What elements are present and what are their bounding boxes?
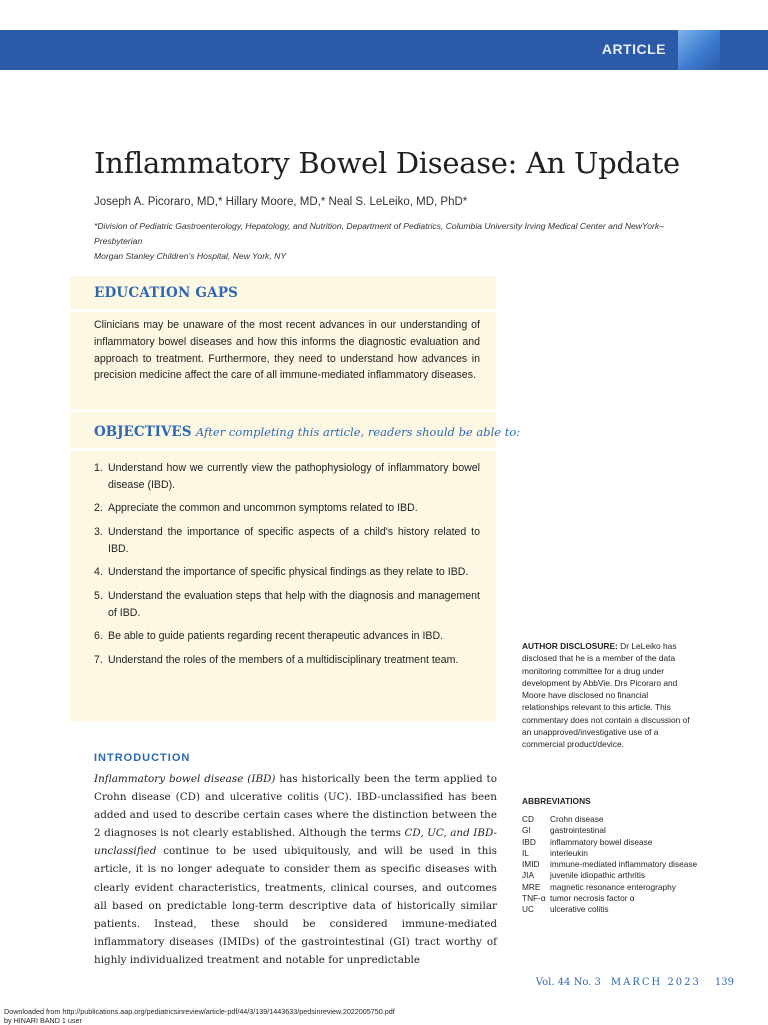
affiliation-line: Morgan Stanley Children's Hospital, New York, NY [94, 251, 287, 261]
author-disclosure [522, 640, 694, 751]
objective-text: Understand how we currently view the pathophysiology of inflammatory bowel disease (IBD). [108, 462, 480, 491]
term-ibd: Inflammatory bowel disease (IBD) [94, 773, 276, 785]
abbreviation: IL [522, 847, 529, 858]
abbreviation-row [522, 825, 698, 836]
introduction-text-part: continue to be used ubiquitously, and will be used in this article, it is no longer adequate to consider them as specific diseases with clearly evident characteristics, treatments, clinical courses, and outcomes all based on predictable long-term descriptive data of historically similar patients. Instead, these should be considered immune-mediated inflammatory diseases (IMIDs) of the gastrointestinal (GI) tract worthy of highly individualized treatment and notable for unpredictable [94, 845, 497, 966]
abbreviation-row [522, 882, 698, 893]
abbreviation-meaning: inflammatory bowel disease [550, 836, 653, 847]
objective-number: 1. [94, 462, 103, 474]
objective-number: 4. [94, 566, 103, 579]
objective-number: 6. [94, 630, 103, 643]
objective-text: Understand the roles of the members of a multidisciplinary treatment team. [108, 654, 459, 667]
divider [70, 309, 496, 312]
abbreviation: IMID [522, 859, 540, 870]
abbreviation: GI [522, 825, 531, 836]
objective-item [94, 628, 480, 645]
abbreviation-meaning: juvenile idiopathic arthritis [550, 870, 646, 881]
abbreviation-row [522, 870, 698, 881]
objective-text: Understand the importance of specific physical findings as they relate to IBD. [108, 566, 469, 579]
affiliation-line: *Division of Pediatric Gastroenterology, Hepatology, and Nutrition, Department of Pediatrics, Columbia University Irving Medical Center and NewYork–Presbyterian [94, 221, 664, 246]
abbreviation-row [522, 859, 698, 870]
disclosure-text: Dr LeLeiko has disclosed that he is a member of the data monitoring committee for a drug under development by AbbVie. Drs Picoraro and Moore have disclosed no financial relationships relevant to this article. This commentary does not contain a discussion of an unapproved/investigative use of a commercial product/device. [522, 641, 690, 750]
abbreviation: TNF-α [522, 893, 546, 904]
abbreviation-meaning: gastrointestinal [550, 825, 606, 836]
download-user: by HINARI BAND 1 user [4, 1016, 82, 1025]
objective-item [94, 652, 480, 669]
objectives-list [94, 460, 480, 676]
journal-footer [536, 977, 734, 988]
objectives-heading: OBJECTIVES [94, 424, 192, 440]
header-bar [0, 30, 768, 70]
abbreviation-meaning: magnetic resonance enterography [550, 881, 676, 892]
volume-issue: Vol. 44 No. 3 [535, 977, 601, 988]
abbreviation-meaning: interleukin [550, 847, 588, 858]
introduction-heading: INTRODUCTION [94, 752, 191, 764]
abbreviation-row [522, 904, 698, 915]
affiliation [94, 219, 704, 264]
objective-item [94, 564, 480, 581]
abbreviation-meaning: Crohn disease [550, 814, 604, 824]
objective-number: 5. [94, 590, 103, 603]
objective-text: Be able to guide patients regarding recent therapeutic advances in IBD. [108, 630, 444, 643]
abbreviation-meaning: tumor necrosis factor α [550, 893, 635, 904]
abbreviation: UC [522, 904, 534, 915]
abbreviation-row [522, 848, 698, 859]
abbreviation-row [522, 837, 698, 848]
abbreviation-meaning: ulcerative colitis [550, 904, 609, 915]
abbreviation: CD [522, 814, 534, 824]
header-decor-square [678, 30, 720, 70]
disclosure-label: AUTHOR DISCLOSURE: [522, 641, 618, 651]
objective-item [94, 460, 480, 493]
abbreviation: IBD [522, 836, 536, 847]
abbreviation: MRE [522, 881, 541, 892]
education-gaps-heading: EDUCATION GAPS [94, 285, 239, 301]
abbreviation: JIA [522, 870, 534, 881]
section-label: ARTICLE [601, 41, 666, 57]
objectives-header [94, 423, 520, 441]
objective-number: 2. [94, 502, 103, 515]
objective-item [94, 588, 480, 621]
issue-month: MARCH 2023 [610, 977, 701, 988]
objective-text: Understand the evaluation steps that help with the diagnosis and management of IBD. [108, 590, 480, 619]
objective-number: 3. [94, 526, 103, 539]
author-list: Joseph A. Picoraro, MD,* Hillary Moore, MD,* Neal S. LeLeiko, MD, PhD* [94, 196, 468, 208]
abbreviations-heading: ABBREVIATIONS [522, 796, 591, 806]
introduction-text [94, 770, 497, 969]
page-number: 139 [714, 977, 734, 988]
article-title: Inflammatory Bowel Disease: An Update [94, 146, 680, 180]
terms-italic: CD, UC, and IBD-unclassified [94, 827, 497, 858]
download-notice [4, 1007, 395, 1025]
abbreviation-row [522, 814, 698, 825]
objective-text: Understand the importance of specific aspects of a child's history related to IBD. [108, 526, 480, 555]
objective-text: Appreciate the common and uncommon symptoms related to IBD. [108, 502, 418, 515]
divider [70, 448, 496, 451]
education-box [70, 276, 521, 722]
objective-number: 7. [94, 654, 103, 667]
objective-item [94, 524, 480, 557]
divider [70, 409, 496, 412]
abbreviations-table [522, 814, 698, 916]
objectives-subheading: After completing this article, readers should be able to: [195, 425, 521, 439]
abbreviation-meaning: immune-mediated inflammatory disease [550, 859, 698, 870]
introduction-text-part: has historically been the term applied to Crohn disease (CD) and ulcerative colitis (UC). IBD-unclassified has been added and used to describe certain cases where the distinction between the 2 diagnoses is not clearly established. Although the terms [94, 773, 497, 840]
education-gaps-text: Clinicians may be unaware of the most recent advances in our understanding of inflammatory bowel diseases and how this informs the diagnostic evaluation and approach to treatment. Furthermore, they need to understand how advances in precision medicine affect the care of all immune-mediated inflammatory diseases. [94, 319, 480, 382]
objective-item [94, 500, 480, 517]
abbreviation-row [522, 893, 698, 904]
download-url: Downloaded from http://publications.aap.org/pediatricsinreview/article-pdf/44/3/139/1443633/pedsinreview.2022005750.pdf [4, 1007, 395, 1016]
